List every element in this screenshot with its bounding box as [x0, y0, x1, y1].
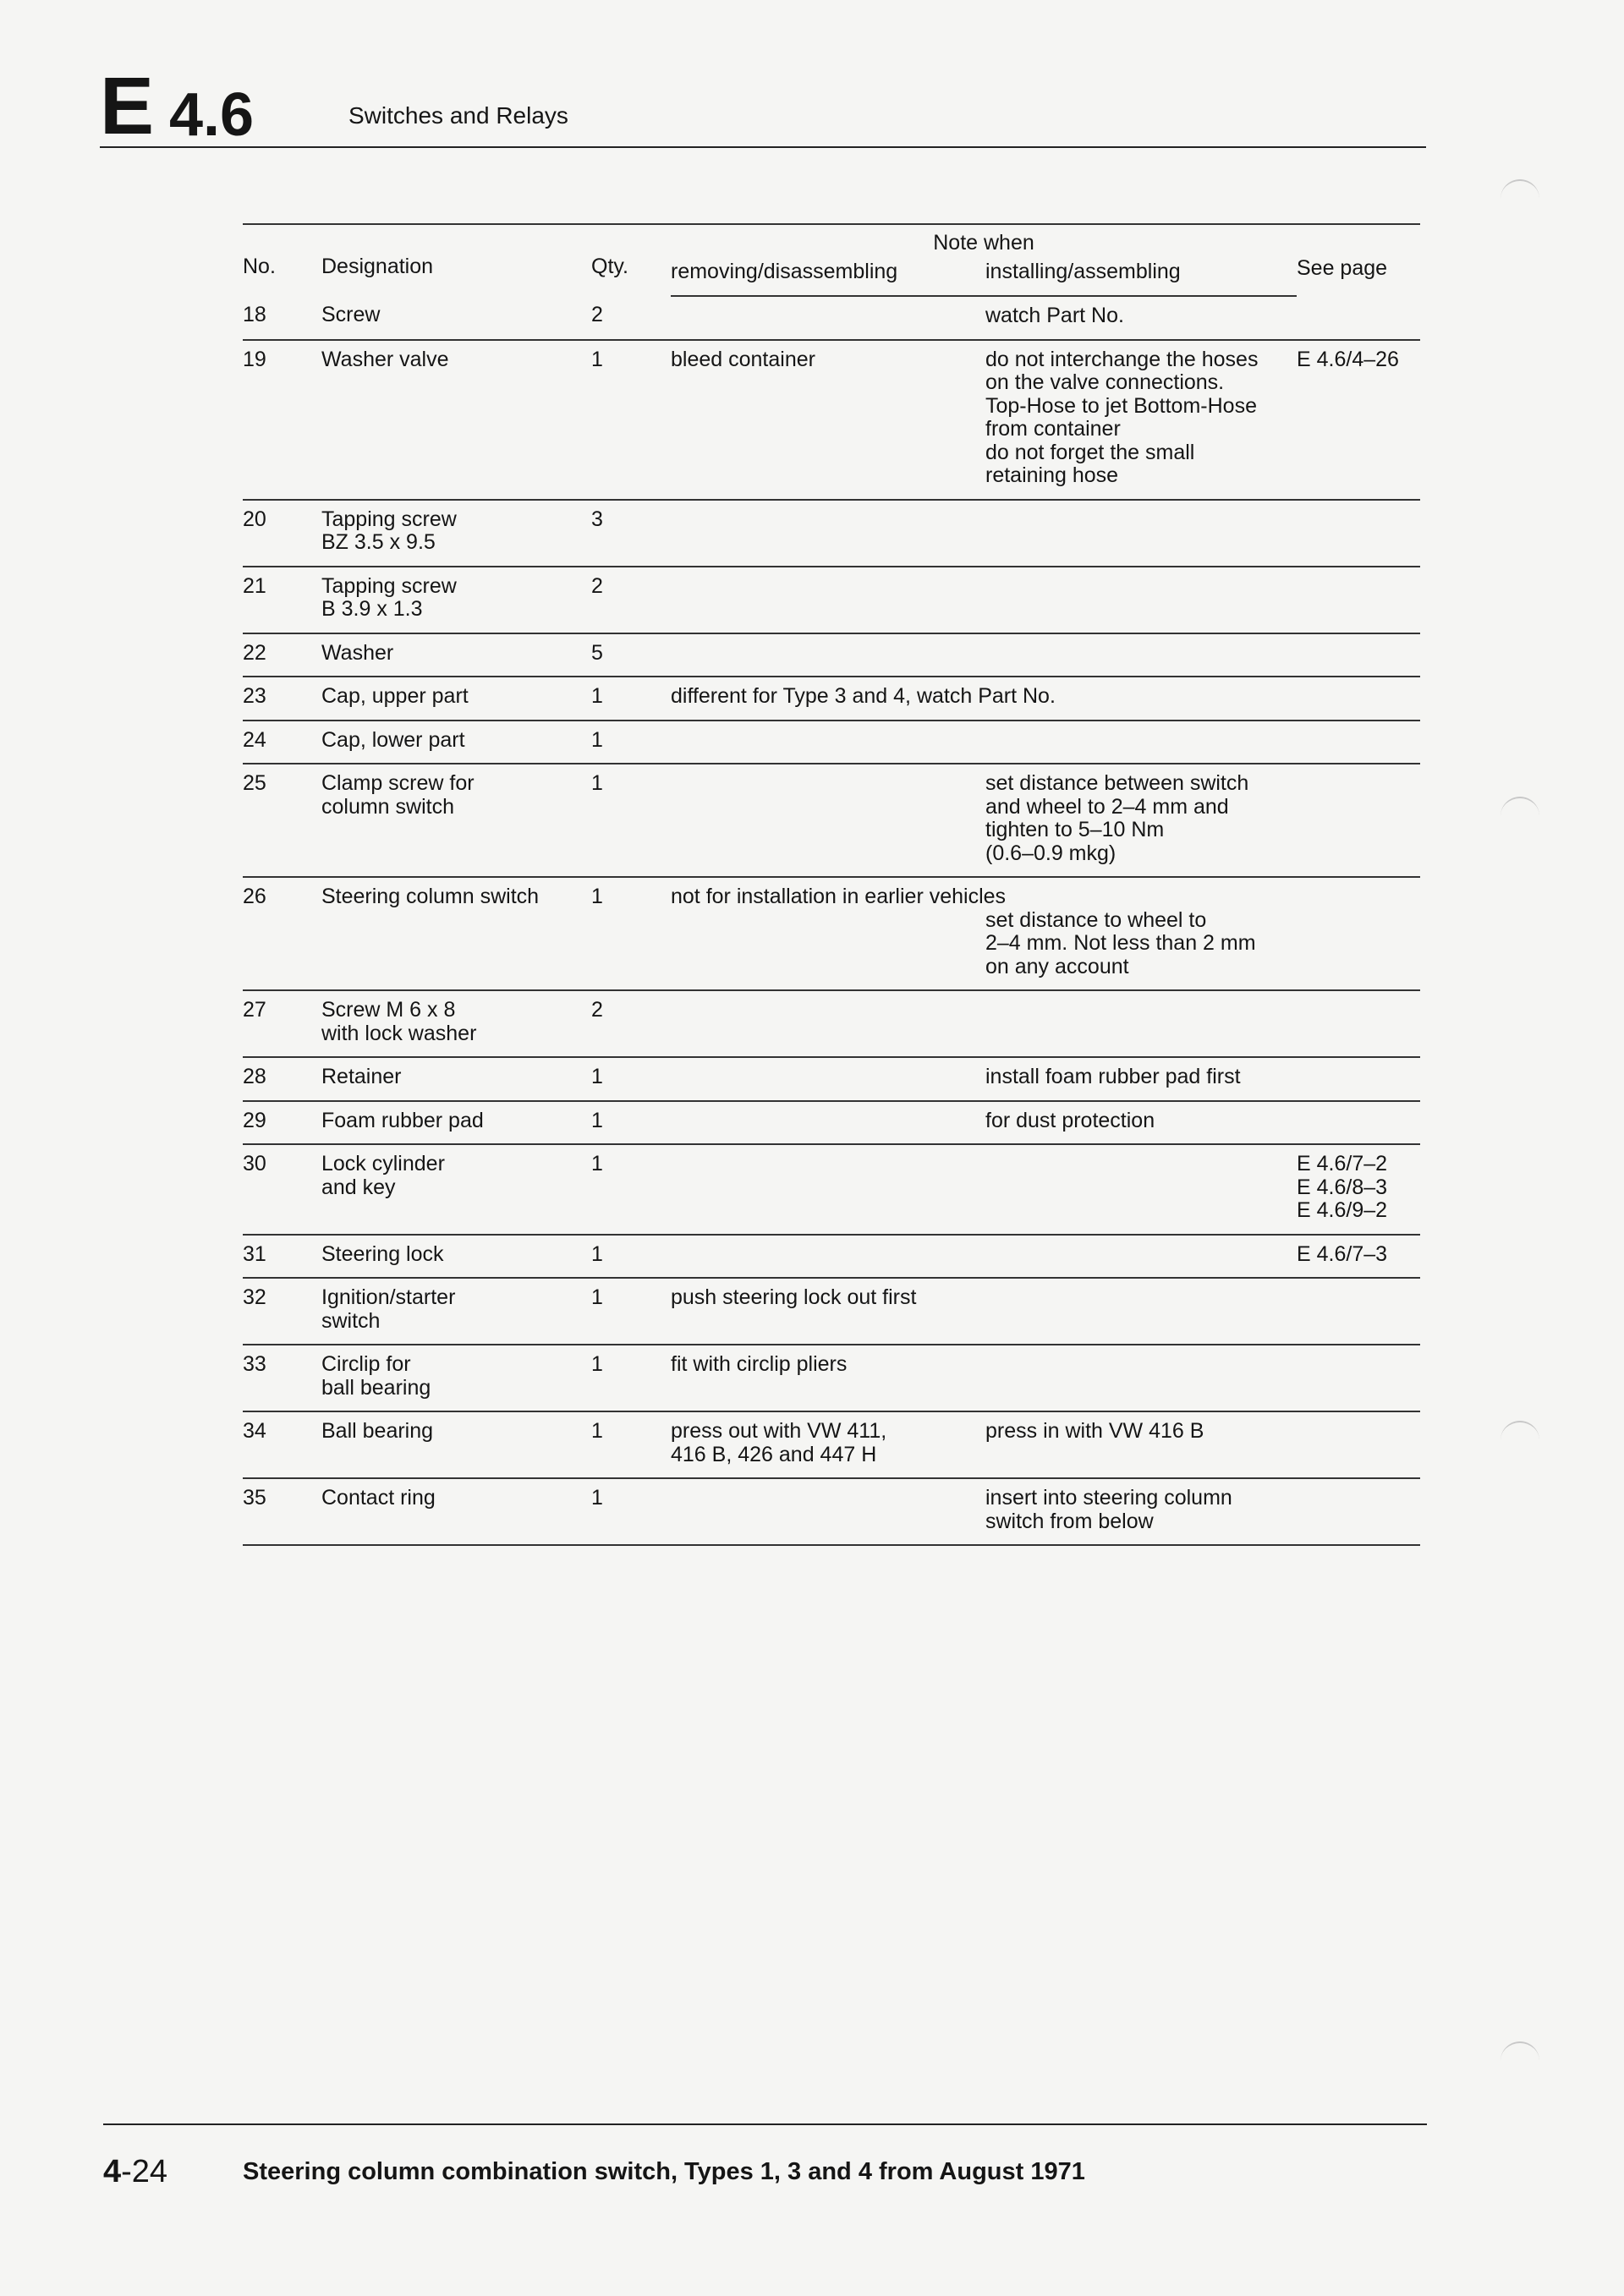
table-row [243, 1235, 1420, 1279]
section-letter: E [100, 61, 153, 151]
cell-designation: Tapping screw B 3.9 x 1.3 [321, 567, 591, 633]
cell-installing: insert into steering column switch from below [985, 1478, 1297, 1545]
cell-installing [985, 990, 1297, 1057]
page-number: 4-24 [103, 2154, 168, 2189]
cell-designation: Retainer [321, 1057, 591, 1101]
cell-installing [985, 1235, 1297, 1279]
cell-qty: 1 [591, 721, 671, 764]
cell-qty: 1 [591, 1345, 671, 1411]
header-divider [100, 146, 1426, 148]
footer-caption: Steering column combination switch, Types 1, 3 and 4 from August 1971 [243, 2158, 1085, 2185]
cell-removing: press out with VW 411, 416 B, 426 and 447 H [671, 1411, 985, 1478]
table-row [243, 1144, 1420, 1235]
cell-removing [671, 764, 985, 877]
cell-no: 18 [243, 296, 321, 340]
cell-removing [671, 500, 985, 567]
cell-see-page [1297, 296, 1420, 340]
cell-removing [671, 1235, 985, 1279]
cell-qty: 2 [591, 990, 671, 1057]
cell-designation: Screw [321, 296, 591, 340]
cell-removing: different for Type 3 and 4, watch Part No. [671, 677, 985, 721]
table-row [243, 764, 1420, 877]
cell-see-page [1297, 1101, 1420, 1145]
table-row [243, 721, 1420, 764]
col-header-note-when: Note when [671, 224, 1297, 255]
cell-no: 26 [243, 877, 321, 990]
cell-no: 34 [243, 1411, 321, 1478]
cell-installing: do not interchange the hoses on the valve connections. Top-Hose to jet Bottom-Hose from container do not forget the small retaining hose [985, 340, 1297, 500]
table-row [243, 677, 1420, 721]
cell-removing [671, 1057, 985, 1101]
cell-removing [671, 633, 985, 677]
page-header [100, 61, 1426, 151]
cell-see-page [1297, 1411, 1420, 1478]
cell-no: 33 [243, 1345, 321, 1411]
parts-table [243, 223, 1420, 1546]
cell-removing [671, 1144, 985, 1235]
cell-designation: Steering column switch [321, 877, 591, 990]
cell-designation: Lock cylinder and key [321, 1144, 591, 1235]
cell-see-page [1297, 633, 1420, 677]
cell-qty: 5 [591, 633, 671, 677]
section-number: 4.6 [169, 81, 255, 149]
cell-qty: 3 [591, 500, 671, 567]
cell-no: 20 [243, 500, 321, 567]
cell-removing: fit with circlip pliers [671, 1345, 985, 1411]
table-row [243, 296, 1420, 340]
col-header-installing: installing/assembling [985, 255, 1297, 297]
cell-qty: 2 [591, 567, 671, 633]
cell-see-page [1297, 990, 1420, 1057]
col-header-designation: Designation [321, 224, 591, 296]
cell-removing [671, 296, 985, 340]
table-row [243, 877, 1420, 990]
cell-installing [985, 1345, 1297, 1411]
cell-installing: install foam rubber pad first [985, 1057, 1297, 1101]
cell-qty: 1 [591, 877, 671, 990]
cell-qty: 1 [591, 1057, 671, 1101]
cell-installing: set distance between switch and wheel to 2–4 mm and tighten to 5–10 Nm (0.6–0.9 mkg) [985, 764, 1297, 877]
cell-designation: Tapping screw BZ 3.5 x 9.5 [321, 500, 591, 567]
cell-qty: 1 [591, 1235, 671, 1279]
col-header-no: No. [243, 224, 321, 296]
punch-hole-mark [1501, 797, 1539, 832]
cell-removing [671, 567, 985, 633]
cell-removing: not for installation in earlier vehicles [671, 877, 985, 990]
cell-removing [671, 990, 985, 1057]
cell-qty: 1 [591, 1101, 671, 1145]
table-row [243, 1101, 1420, 1145]
cell-designation: Cap, lower part [321, 721, 591, 764]
parts-table-body [243, 296, 1420, 1545]
cell-no: 24 [243, 721, 321, 764]
cell-installing [985, 633, 1297, 677]
cell-see-page: E 4.6/7–3 [1297, 1235, 1420, 1279]
cell-no: 30 [243, 1144, 321, 1235]
cell-designation: Foam rubber pad [321, 1101, 591, 1145]
cell-designation: Ball bearing [321, 1411, 591, 1478]
cell-qty: 1 [591, 1411, 671, 1478]
punch-hole-mark [1501, 2041, 1539, 2077]
cell-see-page [1297, 721, 1420, 764]
cell-installing [985, 500, 1297, 567]
cell-designation: Cap, upper part [321, 677, 591, 721]
cell-designation: Washer valve [321, 340, 591, 500]
cell-removing [671, 1478, 985, 1545]
table-row [243, 1345, 1420, 1411]
punch-hole-mark [1501, 1421, 1539, 1456]
cell-qty: 1 [591, 677, 671, 721]
footer-divider [103, 2123, 1427, 2125]
cell-designation: Ignition/starter switch [321, 1278, 591, 1345]
cell-no: 27 [243, 990, 321, 1057]
cell-removing [671, 721, 985, 764]
cell-no: 22 [243, 633, 321, 677]
table-row [243, 500, 1420, 567]
cell-no: 19 [243, 340, 321, 500]
table-row [243, 1278, 1420, 1345]
table-row [243, 633, 1420, 677]
table-row [243, 1057, 1420, 1101]
cell-installing [985, 1144, 1297, 1235]
cell-see-page [1297, 500, 1420, 567]
cell-qty: 2 [591, 296, 671, 340]
cell-qty: 1 [591, 1278, 671, 1345]
cell-see-page: E 4.6/7–2 E 4.6/8–3 E 4.6/9–2 [1297, 1144, 1420, 1235]
table-row [243, 1478, 1420, 1545]
cell-designation: Screw M 6 x 8 with lock washer [321, 990, 591, 1057]
cell-see-page [1297, 764, 1420, 877]
cell-installing: set distance to wheel to 2–4 mm. Not less than 2 mm on any account [985, 877, 1297, 990]
table-row [243, 990, 1420, 1057]
table-row [243, 1411, 1420, 1478]
cell-installing: for dust protection [985, 1101, 1297, 1145]
cell-installing [985, 721, 1297, 764]
cell-qty: 1 [591, 1144, 671, 1235]
cell-designation: Steering lock [321, 1235, 591, 1279]
cell-qty: 1 [591, 340, 671, 500]
cell-no: 28 [243, 1057, 321, 1101]
cell-see-page [1297, 1478, 1420, 1545]
punch-hole-mark [1501, 179, 1539, 215]
cell-installing: watch Part No. [985, 296, 1297, 340]
col-header-see-page: See page [1297, 224, 1420, 296]
cell-no: 32 [243, 1278, 321, 1345]
col-header-qty: Qty. [591, 224, 671, 296]
cell-installing [985, 1278, 1297, 1345]
cell-removing: bleed container [671, 340, 985, 500]
cell-see-page [1297, 567, 1420, 633]
cell-see-page [1297, 877, 1420, 990]
cell-see-page [1297, 1057, 1420, 1101]
cell-no: 25 [243, 764, 321, 877]
cell-removing [671, 1101, 985, 1145]
cell-see-page: E 4.6/4–26 [1297, 340, 1420, 500]
cell-installing: press in with VW 416 B [985, 1411, 1297, 1478]
cell-no: 35 [243, 1478, 321, 1545]
cell-installing [985, 567, 1297, 633]
cell-no: 23 [243, 677, 321, 721]
cell-see-page [1297, 1345, 1420, 1411]
cell-removing: push steering lock out first [671, 1278, 985, 1345]
cell-see-page [1297, 1278, 1420, 1345]
cell-no: 31 [243, 1235, 321, 1279]
cell-designation: Washer [321, 633, 591, 677]
cell-designation: Circlip for ball bearing [321, 1345, 591, 1411]
section-title: Switches and Relays [348, 102, 568, 129]
cell-qty: 1 [591, 1478, 671, 1545]
cell-designation: Clamp screw for column switch [321, 764, 591, 877]
cell-no: 21 [243, 567, 321, 633]
table-row [243, 340, 1420, 500]
table-row [243, 567, 1420, 633]
cell-no: 29 [243, 1101, 321, 1145]
cell-qty: 1 [591, 764, 671, 877]
cell-see-page [1297, 677, 1420, 721]
col-header-removing: removing/disassembling [671, 255, 985, 297]
cell-designation: Contact ring [321, 1478, 591, 1545]
